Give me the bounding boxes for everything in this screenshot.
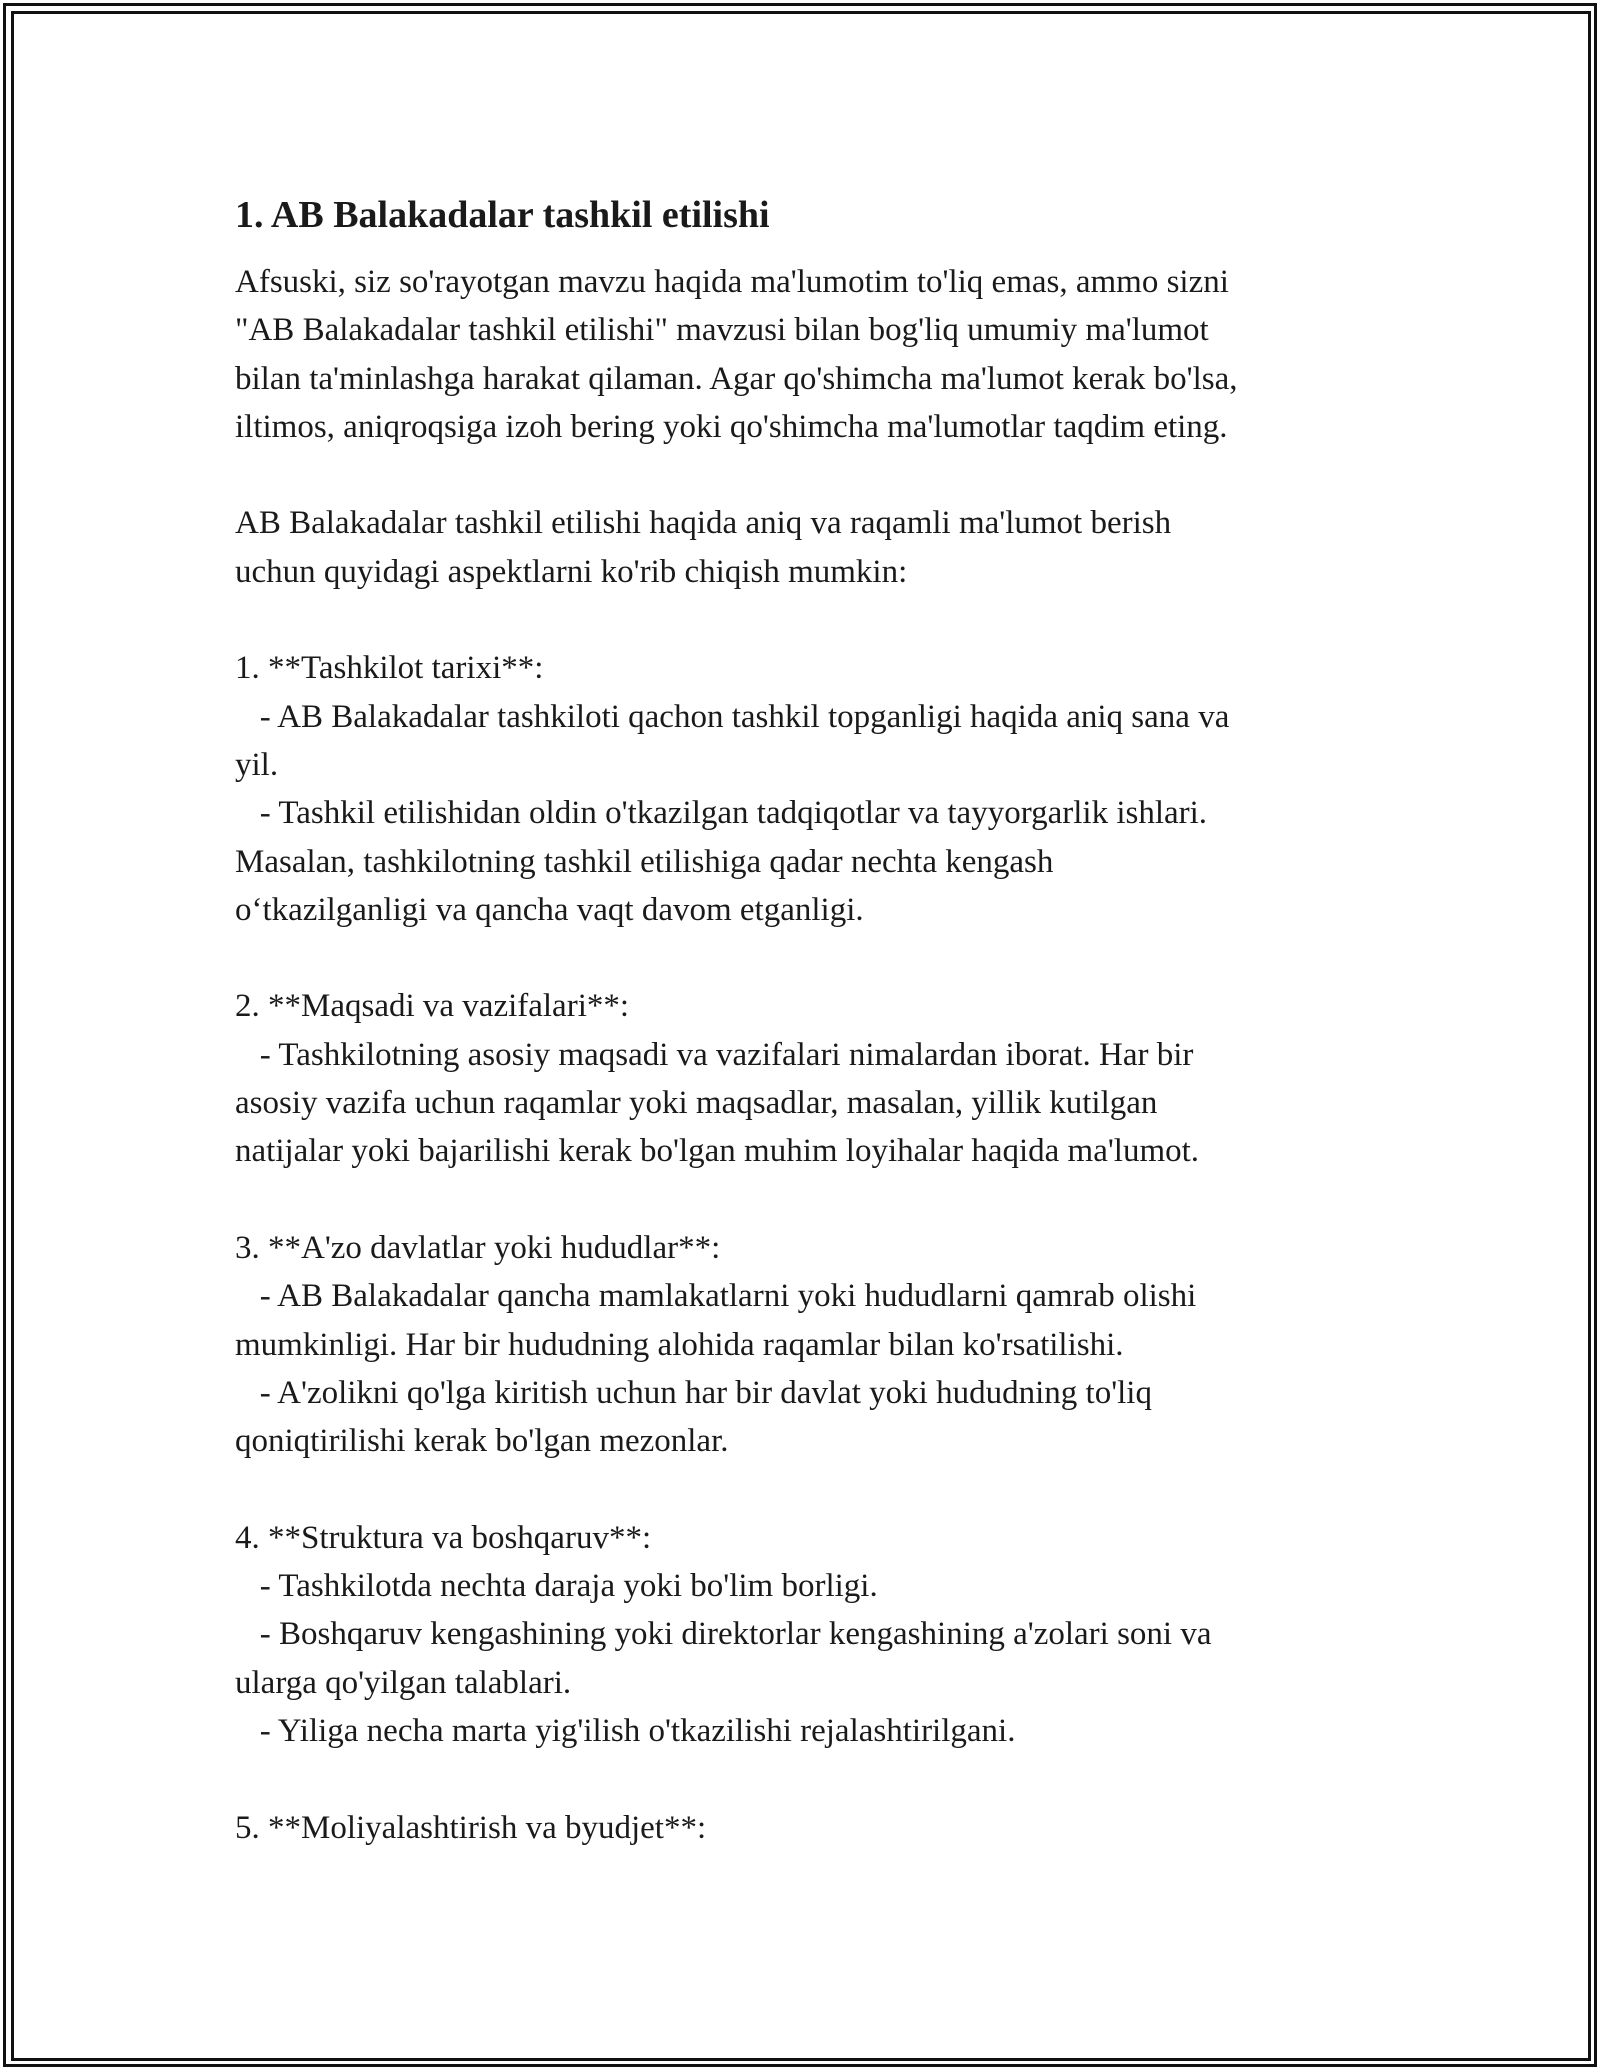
document-page bbox=[235, 186, 1395, 1852]
document-title: 1. AB Balakadalar tashkil etilishi bbox=[235, 194, 770, 236]
document-body: Afsuski, siz so'rayotgan mavzu haqida ma'lumotim to'liq emas, ammo sizni "AB Balakadalar tashkil etilishi" mavzusi bilan bog'liq umumiy ma'lumot bilan ta'minlashga harakat qilaman. Agar qo'shimcha ma'lumot kerak bo'lsa, iltimos, aniqroqsiga izoh bering yoki qo'shimcha ma'lumotlar taqdim eting. AB Balakadalar tashkil etilishi haqida aniq va raqamli ma'lumot berish uchun quyidagi aspektlarni ko'rib chiqish mumkin: 1. **Tashkilot tarixi**: - AB Balakadalar tashkiloti qachon tashkil topganligi haqida aniq sana va yil. - Tashkil etilishidan oldin o'tkazilgan tadqiqotlar va tayyorgarlik ishlari. Masalan, tashkilotning tashkil etilishiga qadar nechta kengash o‘tkazilganligi va qancha vaqt davom etganligi. 2. **Maqsadi va vazifalari**: - Tashkilotning asosiy maqsadi va vazifalari nimalardan iborat. Har bir asosiy vazifa uchun raqamlar yoki maqsadlar, masalan, yillik kutilgan natijalar yoki bajarilishi kerak bo'lgan muhim loyihalar haqida ma'lumot. 3. **A'zo davlatlar yoki hududlar**: - AB Balakadalar qancha mamlakatlarni yoki hududlarni qamrab olishi mumkinligi. Har bir hududning alohida raqamlar bilan ko'rsatilishi. - A'zolikni qo'lga kiritish uchun har bir davlat yoki hududning to'liq qoniqtirilishi kerak bo'lgan mezonlar. 4. **Struktura va boshqaruv**: - Tashkilotda nechta daraja yoki bo'lim borligi. - Boshqaruv kengashining yoki direktorlar kengashining a'zolari soni va ularga qo'yilgan talablari. - Yiliga necha marta yig'ilish o'tkazilishi rejalashtirilgani. 5. **Moliyalashtirish va byudjet**: bbox=[235, 264, 1238, 1846]
